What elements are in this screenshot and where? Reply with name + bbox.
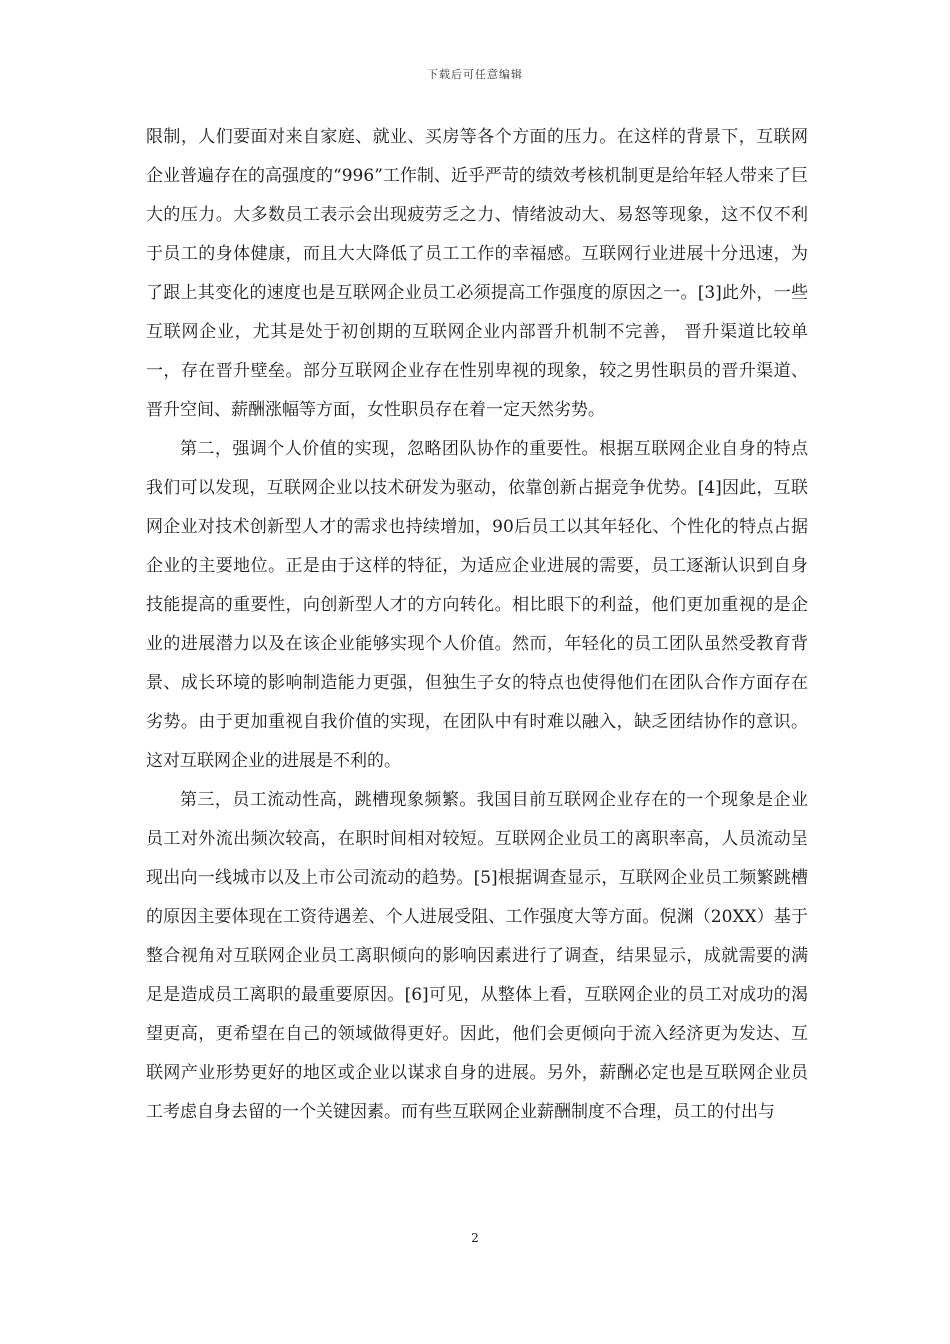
page-number: 2 (471, 1231, 479, 1245)
paragraph-3: 第三，员工流动性高，跳槽现象频繁。我国目前互联网企业存在的一个现象是企业员工对外流出频次较高，在职时间相对较短。互联网企业员工的离职率高，人员流动呈现出向一线城市以及上市公司流动的趋势。[5]根据调查显示，互联网企业员工频繁跳槽的原因主要体现在工资待遇差、个人进展受阻、工作强度大等方面。倪渊（20XX）基于整合视角对互联网企业员工离职倾向的影响因素进行了调查，结果显示，成就需要的满足是造成员工离职的最重要原因。[6]可见，从整体上看，互联网企业的员工对成功的渴望更高，更希望在自己的领域做得更好。因此，他们会更倾向于流入经济更为发达、互联网产业形势更好的地区或企业以谋求自身的进展。另外，薪酬必定也是互联网企业员工考虑自身去留的一个关键因素。而有些互联网企业薪酬制度不合理，员工的付出与 (146, 790, 808, 1122)
paragraph-1: 限制，人们要面对来自家庭、就业、买房等各个方面的压力。在这样的背景下，互联网企业普遍存在的高强度的“996”工作制、近乎严苛的绩效考核机制更是给年轻人带来了巨大的压力。大多数员工表示会出现疲劳乏之力、情绪波动大、易怒等现象，这不仅不利于员工的身体健康，而且大大降低了员工工作的幸福感。互联网行业进展十分迅速，为了跟上其变化的速度也是互联网企业员工必须提高工作强度的原因之一。[3]此外，一些互联网企业，尤其是处于初创期的互联网企业内部晋升机制不完善， 晋升渠道比较单一，存在晋升壁垒。部分互联网企业存在性别卑视的现象，较之男性职员的晋升渠道、晋升空间、薪酬涨幅等方面，女性职员存在着一定天然劣势。 (146, 127, 808, 420)
paragraph-2: 第二，强调个人价值的实现，忽略团队协作的重要性。根据互联网企业自身的特点我们可以发现，互联网企业以技术研发为驱动，依靠创新占据竞争优势。[4]因此，互联网企业对技术创新型人才的需求也持续增加，90后员工以其年轻化、个性化的特点占据企业的主要地位。正是由于这样的特征，为适应企业进展的需要，员工逐渐认识到自身技能提高的重要性，向创新型人才的方向转化。相比眼下的利益，他们更加重视的是企业的进展潜力以及在该企业能够实现个人价值。然而，年轻化的员工团队虽然受教育背景、成长环境的影响制造能力更强，但独生子女的特点也使得他们在团队合作方面存在劣势。由于更加重视自我价值的实现，在团队中有时难以融入，缺乏团结协作的意识。这对互联网企业的进展是不利的。 (146, 439, 808, 771)
document-body (146, 118, 808, 1132)
page-header: 下载后可任意编辑 (427, 68, 523, 81)
